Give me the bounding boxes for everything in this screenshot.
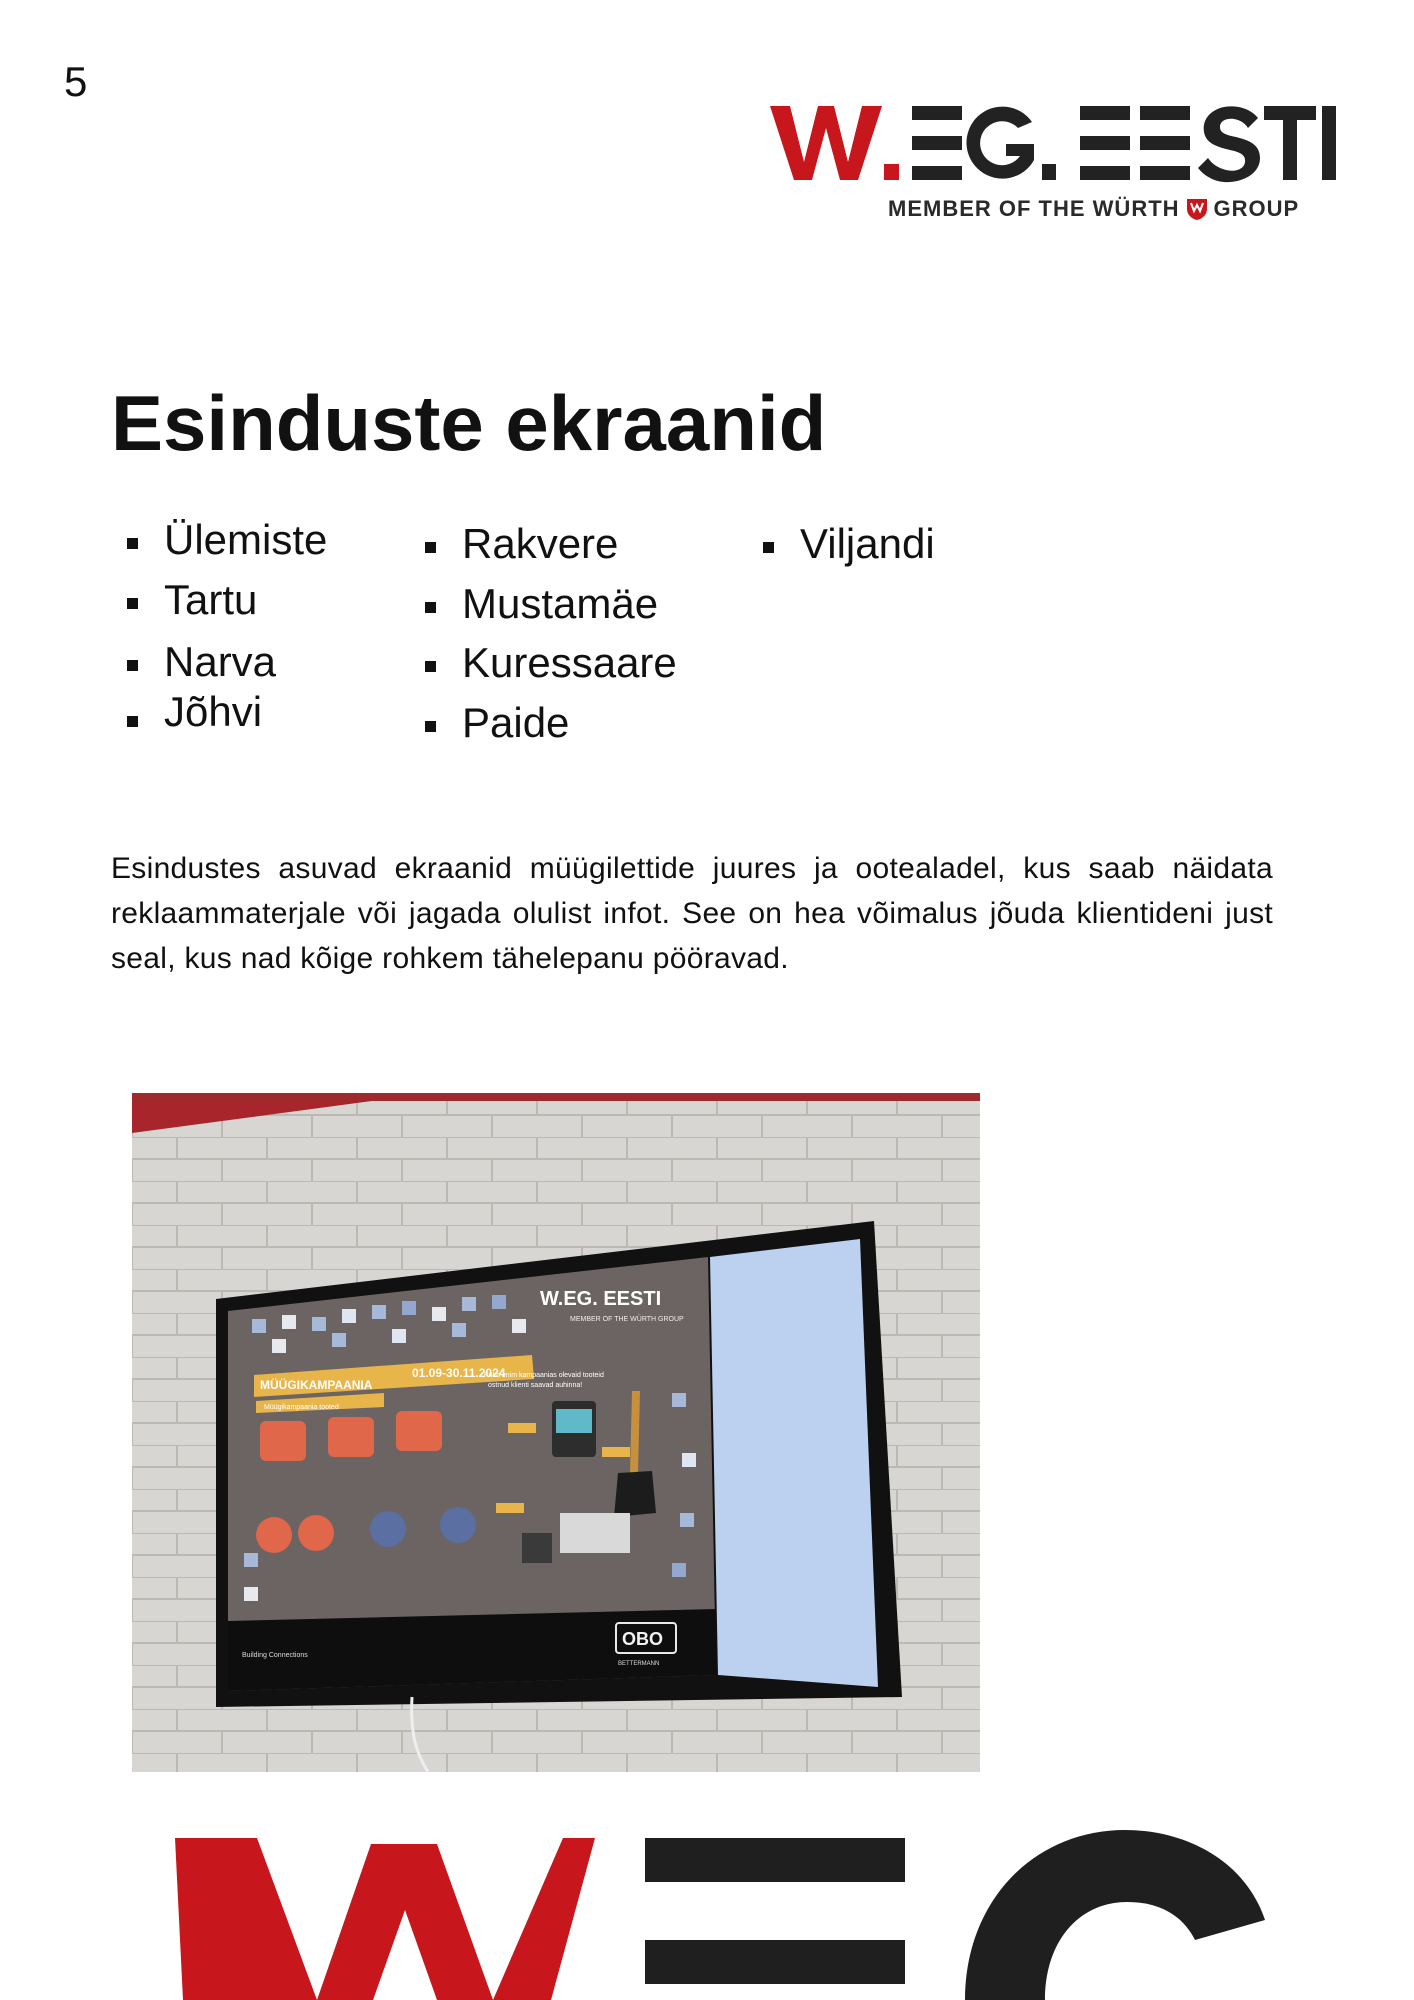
bullet-icon [425,602,436,613]
screen-photo-illustration [132,1093,980,1772]
logo-tagline [888,196,1299,222]
screen-footer-left: Building Connections [242,1652,308,1659]
obo-logo: OBO [622,1629,664,1649]
bullet-icon [425,721,436,732]
bullet-icon [425,542,436,553]
list-item: Paide [462,699,569,747]
bullet-icon [127,598,138,609]
large-w-letter [175,1838,317,2000]
campaign-dates: 01.09-30.11.2024 [412,1366,506,1380]
promo-line-2: ostnud klienti saavad auhinna! [488,1382,583,1389]
tagline-text: MEMBER OF THE WÜRTH [888,196,1180,221]
store-screen-photo [132,1093,980,1772]
list-item: Ülemiste [164,516,327,564]
logo-dot [884,164,899,180]
body-paragraph: Esindustes asuvad ekraanid müügilettide juures ja ootealadel, kus saab näidata reklaammaterjale või jagada olulist infot. See on hea võimalus jõuda klientideni just seal, kus nad kõige rohkem tähelepanu pööravad. [111,852,1273,975]
list-item: Tartu [164,576,257,624]
tagline-group: GROUP [1213,196,1300,221]
campaign-sub: Müügikampaania tooted [264,1404,339,1411]
promo-line-1: Kolm enim kampaanias olevaid tooteid [484,1372,604,1379]
section-title: Esinduste ekraanid [111,379,827,467]
logo-w-letter [770,106,882,180]
weg-eesti-wordmark [770,104,1340,184]
list-item: Jõhvi [164,688,262,736]
list-item: Rakvere [462,520,618,568]
bullet-icon [127,538,138,549]
page-number: 5 [64,58,88,105]
list-item: Kuressaare [462,639,677,687]
wurth-shield-icon [1186,197,1208,221]
list-item: Mustamäe [462,580,658,628]
bullet-icon [127,660,138,671]
list-item: Narva [164,638,276,686]
campaign-label: MÜÜGIKAMPAANIA [260,1378,373,1392]
obo-sub: BETTERMANN [618,1661,660,1667]
large-weg-logo [175,1830,1295,2000]
screen-brand: W.EG. EESTI [540,1288,662,1310]
company-logo [770,104,1350,234]
bullet-icon [425,661,436,672]
large-g-letter [965,1830,1265,2000]
large-e-bar-1 [645,1838,905,1882]
bullet-icon [127,716,138,727]
list-item: Viljandi [800,520,935,568]
bullet-icon [763,542,774,553]
screen-brand-sub: MEMBER OF THE WÜRTH GROUP [570,1316,684,1323]
large-e-bar-2 [645,1940,905,1984]
